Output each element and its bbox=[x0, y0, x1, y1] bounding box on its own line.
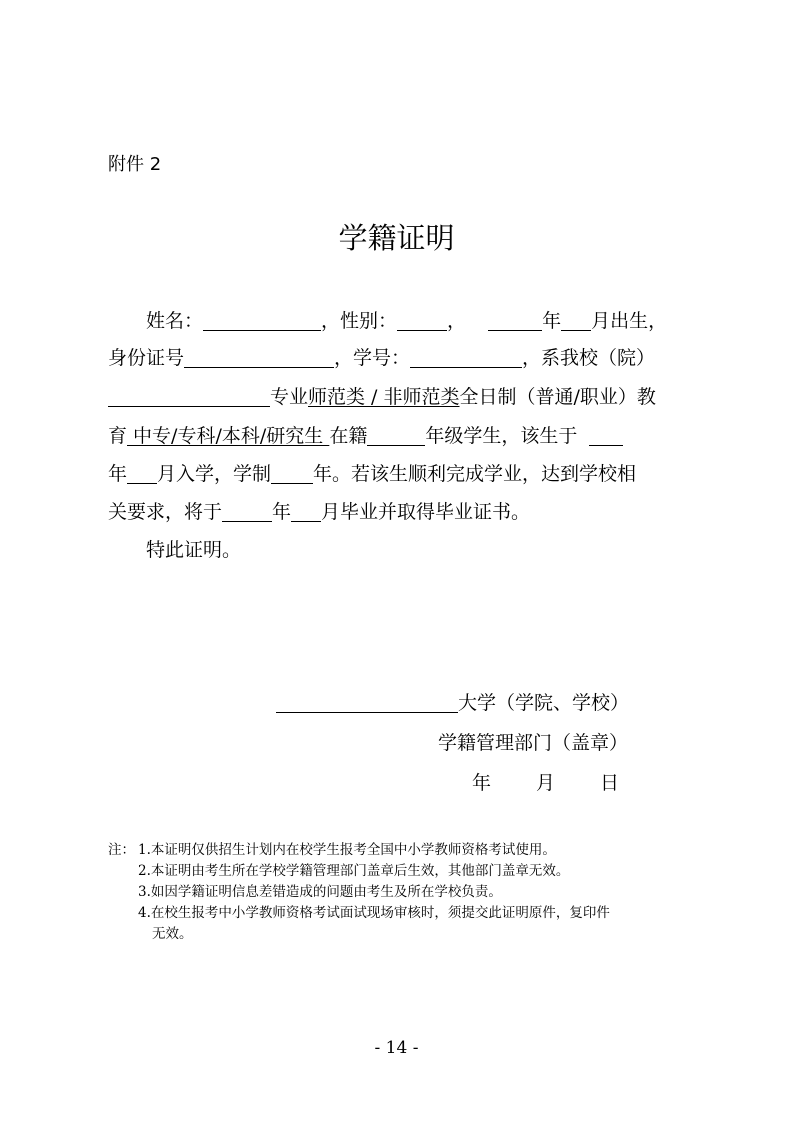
student-no-blank[interactable] bbox=[410, 343, 522, 368]
name-label: 姓名： bbox=[146, 310, 204, 332]
education-levels: 中专/专科/本科/研究生 bbox=[127, 425, 330, 447]
note-item-3: 3.如因学籍证明信息差错造成的问题由考生及所在学校负责。 bbox=[138, 884, 502, 900]
body-line-3: 专业师范类 / 非师范类全日制（普通/职业）教 bbox=[108, 377, 698, 417]
signature-university: 大学（学院、学校） bbox=[276, 688, 629, 715]
school-label: ，系我校（院） bbox=[522, 347, 656, 369]
entry-month-blank[interactable] bbox=[127, 459, 157, 484]
note-item-2: 2.本证明由考生所在学校学籍管理部门盖章后生效，其他部门盖章无效。 bbox=[138, 863, 570, 879]
body-line-6: 关要求，将于 年 月毕业并取得毕业证书。 bbox=[108, 492, 698, 532]
body-line-5: 年 月入学，学制 年。若该生顺利完成学业，达到学校相 bbox=[108, 454, 698, 494]
university-blank[interactable] bbox=[276, 688, 458, 713]
entry-year-blank[interactable] bbox=[589, 421, 623, 446]
body-line-4: 育 中专/专科/本科/研究生 在籍 年级学生，该生于 bbox=[108, 416, 698, 456]
graduate-month-blank[interactable] bbox=[291, 497, 321, 522]
normal-category: 师范类 / 非师范类 bbox=[308, 386, 460, 408]
page-number: - 14 - bbox=[374, 1038, 419, 1058]
note-item-4: 4.在校生报考中小学教师资格考试面试现场审核时，须提交此证明原件，复印件 bbox=[138, 905, 610, 921]
date-month-label: 月 bbox=[536, 772, 556, 794]
student-no-label: ，学号： bbox=[334, 347, 411, 369]
certify-text: 特此证明。 bbox=[146, 539, 242, 561]
study-years-blank[interactable] bbox=[271, 459, 313, 484]
body-line-7 bbox=[108, 530, 698, 570]
grade-blank[interactable] bbox=[367, 421, 425, 446]
id-label: 身份证号 bbox=[108, 347, 185, 369]
notes-prefix: 注： bbox=[108, 842, 135, 858]
note-item-4-cont: 无效。 bbox=[152, 926, 193, 942]
date-year-label: 年 bbox=[472, 772, 492, 794]
major-blank[interactable] bbox=[108, 382, 270, 407]
attachment-label: 附件 2 bbox=[108, 154, 162, 175]
id-blank[interactable] bbox=[184, 343, 334, 368]
graduate-year-blank[interactable] bbox=[222, 497, 272, 522]
document-title: 学籍证明 bbox=[338, 221, 455, 255]
note-item-1: 1.本证明仅供招生计划内在校学生报考全国中小学教师资格考试使用。 bbox=[138, 842, 556, 858]
date-day-label: 日 bbox=[600, 772, 620, 794]
signature-department: 学籍管理部门（盖章） bbox=[438, 732, 629, 754]
gender-blank[interactable] bbox=[397, 306, 447, 331]
name-blank[interactable] bbox=[203, 306, 321, 331]
gender-label: 性别： bbox=[340, 310, 398, 332]
body-line-1: 姓名： ，性别： ， 年 月出生， bbox=[108, 301, 698, 341]
birth-year-blank[interactable] bbox=[488, 306, 542, 331]
birth-month-blank[interactable] bbox=[561, 306, 591, 331]
body-line-2 bbox=[108, 338, 698, 378]
